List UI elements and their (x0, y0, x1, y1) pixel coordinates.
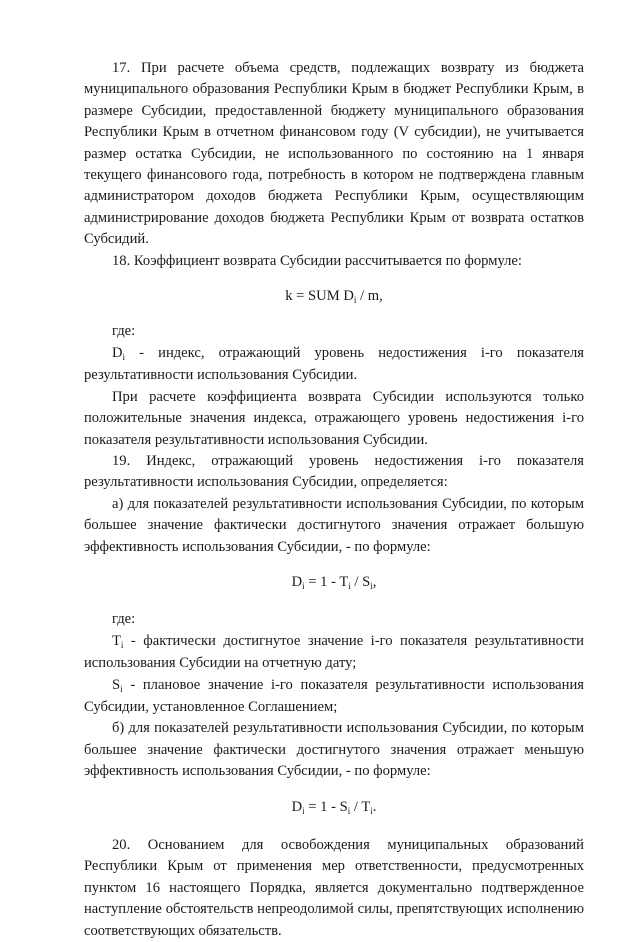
ti-text: - фактически достигнутое значение i-го показателя результативности использования Субсидии на отчетную дату; (84, 632, 584, 672)
formula2-mid: = 1 - T (304, 573, 349, 590)
formula2-d-sub: i (302, 580, 305, 591)
formula-k-post: / m, (356, 288, 383, 305)
si-symbol: S (112, 676, 121, 693)
ti-subscript: i (120, 639, 124, 650)
paragraph-a: а) для показателей результативности использования Субсидии, по которым большее значение фактически достигнутого значения отражает большую эффективность использования Субсидии, - по формуле: (84, 495, 584, 555)
definition-di (84, 343, 584, 387)
paragraph-20: 20. Основанием для освобождения муниципальных образований Республики Крым от применения мер ответственности, предусмотренных пунктом 16 настоящего Порядка, является документально подтвержденное наступление обстоятельств непреодолимой силы, препятствующих исполнению соответствующих обязательств. (84, 837, 584, 939)
formula3-d-sub: i (302, 805, 305, 816)
formula-k-sub: i (353, 295, 357, 306)
ti-symbol: T (112, 632, 121, 649)
definition-ti (84, 631, 584, 675)
paragraph-b: б) для показателей результативности использования Субсидии, по которым большее значение фактически достигнутого значения отражает меньшую эффективность использования Субсидии, - по формуле: (84, 720, 584, 780)
formula2-end: , (372, 573, 377, 590)
formula3-mid: = 1 - S (304, 798, 348, 815)
formula-di-a (84, 572, 584, 594)
formula-k-pre: k = SUM D (285, 288, 354, 305)
document-body (84, 58, 584, 942)
formula2-s-sub: i (370, 580, 373, 591)
formula2-div: / S (350, 573, 371, 590)
si-text: - плановое значение i-го показателя результативности использования Субсидии, установленное Соглашением; (84, 676, 584, 715)
di-subscript: i (122, 351, 126, 362)
si-subscript: i (120, 683, 123, 694)
formula3-div: / T (350, 798, 371, 815)
paragraph-19: 19. Индекс, отражающий уровень недостижения i-го показателя результативности использования Субсидии, определяется: (84, 452, 584, 491)
formula3-s-sub: i (347, 805, 351, 816)
formula3-d: D (291, 798, 303, 815)
definition-si (84, 675, 584, 719)
formula3-end: . (372, 798, 377, 815)
di-symbol: D (112, 344, 123, 361)
where-label-2: где: (112, 611, 136, 628)
di-text: - индекс, отражающий уровень недостижения i-го показателя результативности использования Субсидии. (84, 344, 584, 384)
where-label-1: где: (112, 323, 136, 340)
formula3-t-sub: i (370, 805, 373, 816)
paragraph-18: 18. Коэффициент возврата Субсидии рассчитывается по формуле: (112, 252, 522, 269)
paragraph-positive-values: При расчете коэффициента возврата Субсидии используются только положительные значения индекса, отражающего уровень недостижения i-го показателя результативности использования Субсидии. (84, 388, 584, 448)
formula2-t-sub: i (348, 580, 351, 591)
formula2-d: D (291, 573, 303, 590)
paragraph-17: 17. При расчете объема средств, подлежащих возврату из бюджета муниципального образования Республики Крым в бюджет Республики Крым, в размере Субсидии, предоставленной бюджету муниципального образования Республики Крым в отчетном финансовом году (V субсидии), не учитывается размер остатка Субсидии, не использованного по состоянию на 1 января текущего финансового года, потребность в котором не подтверждена главным администратором доходов бюджета Республики Крым, осуществляющим администрирование доходов бюджета Республики Крым от возврата остатков Субсидий. (84, 60, 584, 248)
formula-di-b (84, 797, 584, 819)
formula-k (84, 286, 584, 308)
